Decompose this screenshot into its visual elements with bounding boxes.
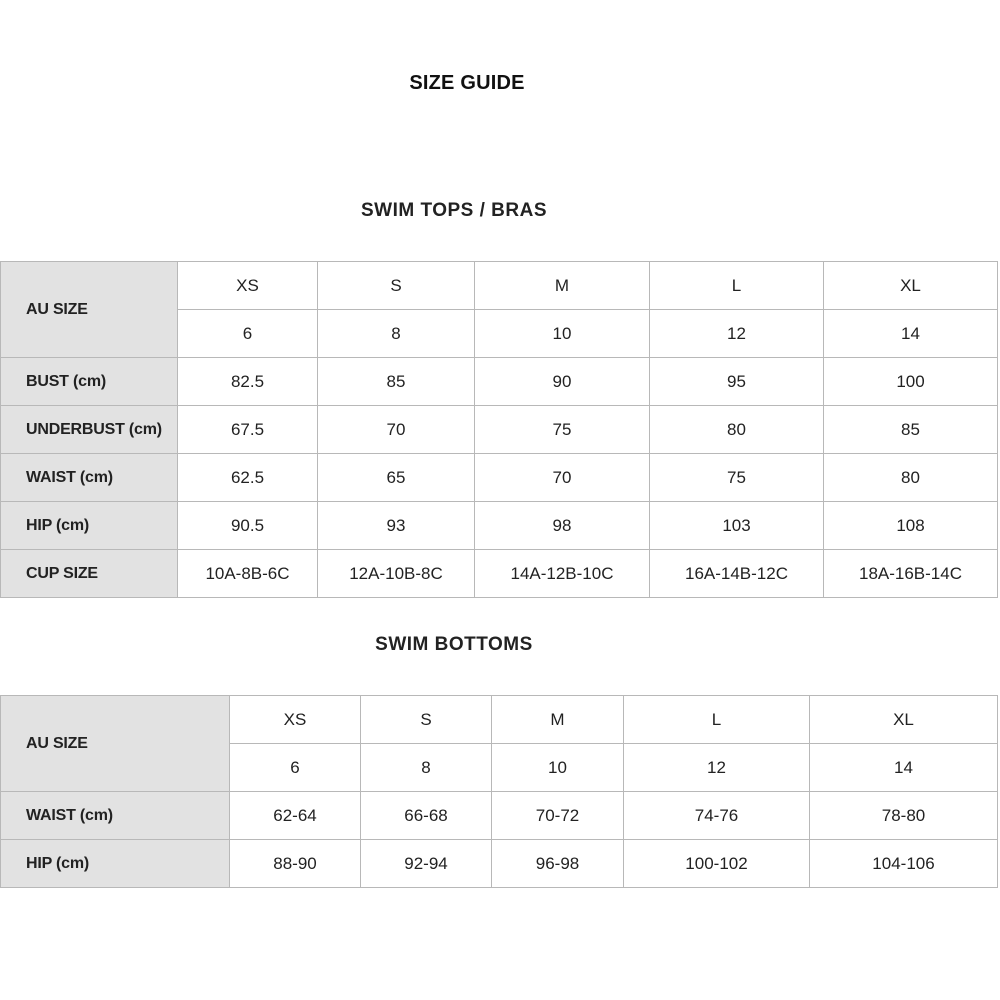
table-cell: 70	[318, 406, 475, 454]
bottoms-size-table	[0, 695, 998, 888]
table-cell: 62-64	[230, 792, 361, 840]
numeric-size-cell: 10	[475, 310, 650, 358]
letter-size-cell: L	[624, 696, 810, 744]
table-cell: 18A-16B-14C	[824, 550, 998, 598]
table-row	[1, 840, 998, 888]
table-cell: 93	[318, 502, 475, 550]
tops-section-title: SWIM TOPS / BRAS	[360, 200, 548, 221]
letter-size-cell: S	[361, 696, 492, 744]
table-cell: 90	[475, 358, 650, 406]
table-cell: 75	[650, 454, 824, 502]
table-cell: 65	[318, 454, 475, 502]
numeric-size-cell: 6	[230, 744, 361, 792]
table-cell: 108	[824, 502, 998, 550]
au-size-label: AU SIZE	[1, 262, 178, 358]
table-cell: 98	[475, 502, 650, 550]
letter-size-cell: M	[475, 262, 650, 310]
table-cell: 92-94	[361, 840, 492, 888]
tops-size-table	[0, 261, 998, 598]
table-cell: 75	[475, 406, 650, 454]
table-cell: 88-90	[230, 840, 361, 888]
row-label: HIP (cm)	[1, 502, 178, 550]
table-cell: 90.5	[178, 502, 318, 550]
bottoms-section-title: SWIM BOTTOMS	[375, 634, 533, 655]
table-row	[1, 502, 998, 550]
row-label: HIP (cm)	[1, 840, 230, 888]
numeric-size-cell: 14	[810, 744, 998, 792]
table-row	[1, 406, 998, 454]
table-cell: 95	[650, 358, 824, 406]
table-row	[1, 454, 998, 502]
table-row	[1, 262, 998, 310]
table-cell: 100-102	[624, 840, 810, 888]
table-cell: 80	[824, 454, 998, 502]
letter-size-cell: XL	[824, 262, 998, 310]
table-cell: 70-72	[492, 792, 624, 840]
table-cell: 104-106	[810, 840, 998, 888]
table-cell: 67.5	[178, 406, 318, 454]
letter-size-cell: XS	[230, 696, 361, 744]
table-cell: 103	[650, 502, 824, 550]
table-cell: 96-98	[492, 840, 624, 888]
table-cell: 16A-14B-12C	[650, 550, 824, 598]
letter-size-cell: S	[318, 262, 475, 310]
numeric-size-cell: 10	[492, 744, 624, 792]
table-row	[1, 358, 998, 406]
letter-size-cell: XL	[810, 696, 998, 744]
table-cell: 82.5	[178, 358, 318, 406]
table-row	[1, 792, 998, 840]
table-cell: 74-76	[624, 792, 810, 840]
page-title: SIZE GUIDE	[409, 72, 525, 94]
table-cell: 66-68	[361, 792, 492, 840]
table-cell: 85	[318, 358, 475, 406]
numeric-size-cell: 6	[178, 310, 318, 358]
numeric-size-cell: 8	[318, 310, 475, 358]
numeric-size-cell: 14	[824, 310, 998, 358]
row-label: WAIST (cm)	[1, 792, 230, 840]
table-cell: 85	[824, 406, 998, 454]
table-cell: 100	[824, 358, 998, 406]
row-label: WAIST (cm)	[1, 454, 178, 502]
row-label: CUP SIZE	[1, 550, 178, 598]
numeric-size-cell: 12	[650, 310, 824, 358]
table-row	[1, 696, 998, 744]
au-size-label: AU SIZE	[1, 696, 230, 792]
letter-size-cell: XS	[178, 262, 318, 310]
table-cell: 12A-10B-8C	[318, 550, 475, 598]
numeric-size-cell: 8	[361, 744, 492, 792]
table-cell: 70	[475, 454, 650, 502]
row-label: UNDERBUST (cm)	[1, 406, 178, 454]
table-cell: 10A-8B-6C	[178, 550, 318, 598]
table-cell: 62.5	[178, 454, 318, 502]
row-label: BUST (cm)	[1, 358, 178, 406]
table-cell: 14A-12B-10C	[475, 550, 650, 598]
table-cell: 80	[650, 406, 824, 454]
table-row	[1, 550, 998, 598]
numeric-size-cell: 12	[624, 744, 810, 792]
letter-size-cell: L	[650, 262, 824, 310]
letter-size-cell: M	[492, 696, 624, 744]
table-cell: 78-80	[810, 792, 998, 840]
